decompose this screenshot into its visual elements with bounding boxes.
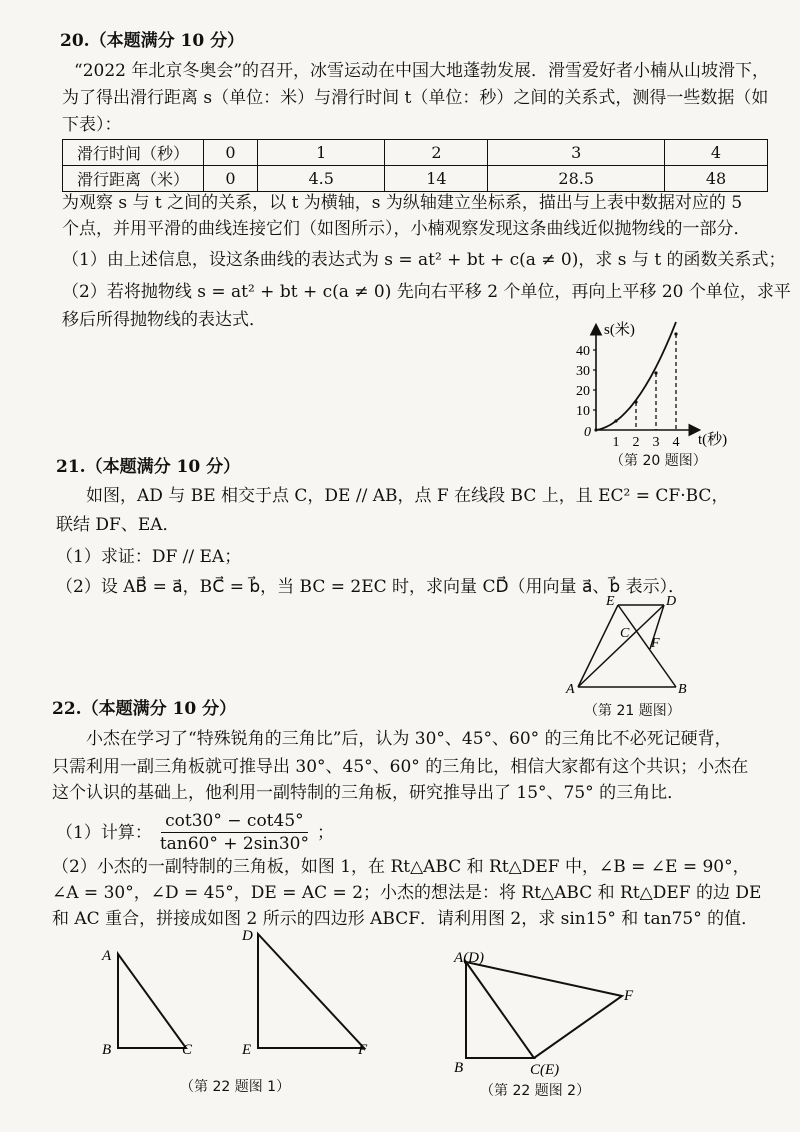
segment-EB — [618, 605, 676, 687]
y-tick-label: 20 — [576, 384, 590, 399]
table-cell: 3 — [488, 140, 665, 166]
q20-part-1: （1）由上述信息，设这条曲线的表达式为 s = at² + bt + c(a ≠ 0)，求 s 与 t 的函数关系式； — [62, 250, 786, 270]
q20-data-table — [62, 139, 768, 192]
q22-figure-2-caption: （第 22 题图 2） — [480, 1083, 591, 1099]
triangle-DEF — [258, 934, 364, 1048]
x-tick-label: 1 — [612, 435, 620, 448]
point-label-D: D — [242, 928, 253, 944]
q20-figure-caption: （第 20 题图） — [610, 453, 707, 469]
q21-paragraph-line-2: 联结 DF、EA． — [56, 515, 180, 535]
table-cell: 0 — [204, 166, 258, 192]
q22-paragraph-line-2: 只需利用一副三角板就可推导出 30°、45°、60° 的三角比，相信大家都有这个共识；小杰在 — [52, 757, 749, 777]
point-label-A-D: A(D) — [454, 950, 484, 966]
y-tick-label: 30 — [576, 364, 590, 379]
data-point — [654, 371, 657, 374]
q21-figure-caption: （第 21 题图） — [584, 703, 681, 719]
q20-part-2-cont: 移后所得抛物线的表达式． — [62, 310, 266, 330]
fraction-numerator: cot30° − cot45° — [161, 810, 308, 833]
triangle-ACF-edges — [466, 962, 622, 1058]
table-cell: 4.5 — [257, 166, 385, 192]
q22-part-2-line-1: （2）小杰的一副特制的三角板，如图 1，在 Rt△ABC 和 Rt△DEF 中，∠B = ∠E = 90°， — [52, 857, 750, 877]
table-row-time — [63, 140, 768, 166]
triangle-ABC — [466, 962, 534, 1058]
point-label-C: C — [182, 1042, 193, 1058]
point-label-B: B — [678, 682, 687, 695]
origin-label: 0 — [584, 425, 591, 440]
q22-paragraph-line-3: 这个认识的基础上，他利用一副特制的三角板，研究推导出了 15°、75° 的三角比． — [52, 783, 685, 803]
point-label-A: A — [102, 948, 112, 964]
point-label-F: F — [651, 636, 660, 651]
triangle-ABC — [118, 954, 186, 1048]
data-point — [634, 400, 637, 403]
data-point — [594, 428, 597, 431]
q20-paragraph-line-3: 下表）： — [62, 115, 122, 135]
y-tick-label: 40 — [576, 344, 590, 359]
point-label-B: B — [454, 1060, 464, 1076]
q22-figure-1-caption: （第 22 题图 1） — [180, 1079, 291, 1095]
q22-part-2-line-3: 和 AC 重合，拼接成如图 2 所示的四边形 ABCF．请利用图 2，求 sin15° 和 tan75° 的值． — [52, 909, 759, 929]
q21-header: 21.（本题满分 10 分） — [56, 457, 241, 477]
y-tick-label: 10 — [576, 404, 590, 419]
q21-part-1: （1）求证：DF // EA； — [56, 547, 242, 567]
table-cell: 4 — [664, 140, 767, 166]
q22-part-1 — [56, 810, 334, 855]
q20-parabola-chart — [570, 318, 740, 448]
series-line — [596, 322, 676, 430]
table-cell: 2 — [385, 140, 488, 166]
point-label-F: F — [624, 988, 634, 1004]
table-cell: 28.5 — [488, 166, 665, 192]
q20-paragraph-line-1: “2022 年北京冬奥会”的召开，冰雪运动在中国大地蓬勃发展．滑雪爱好者小楠从山坡滑下， — [74, 61, 770, 81]
point-label-C: C — [620, 626, 630, 641]
q22-figure-1 — [96, 920, 386, 1070]
point-label-A: A — [566, 682, 575, 695]
x-axis-label: t(秒) — [698, 432, 728, 448]
x-tick-label: 4 — [672, 435, 680, 448]
table-row-distance — [63, 166, 768, 192]
q21-paragraph-line-1: 如图，AD 与 BE 相交于点 C，DE // AB，点 F 在线段 BC 上，且 EC² = CF·BC， — [86, 486, 729, 506]
table-cell: 1 — [257, 140, 385, 166]
x-tick-label: 3 — [652, 435, 660, 448]
q21-geometry-figure — [560, 595, 700, 695]
table-cell: 14 — [385, 166, 488, 192]
q22-part-1-suffix: ； — [317, 822, 334, 843]
point-label-E: E — [606, 595, 615, 609]
data-point — [674, 332, 677, 335]
q20-paragraph-line-5: 个点，并用平滑的曲线连接它们（如图所示），小楠观察发现这条曲线近似抛物线的一部分． — [62, 219, 751, 239]
q22-part-1-prefix: （1）计算： — [56, 822, 152, 843]
q20-part-2: （2）若将抛物线 s = at² + bt + c(a ≠ 0) 先向右平移 2 个单位，再向上平移 20 个单位，求平 — [62, 282, 791, 302]
q22-fraction — [156, 810, 313, 855]
q22-header: 22.（本题满分 10 分） — [52, 699, 237, 719]
table-cell: 48 — [664, 166, 767, 192]
segment-EA — [578, 605, 618, 687]
q22-figure-2 — [450, 942, 650, 1078]
table-cell: 0 — [204, 140, 258, 166]
data-point — [614, 419, 617, 422]
fraction-denominator: tan60° + 2sin30° — [159, 834, 309, 854]
x-tick-label: 2 — [632, 435, 640, 448]
point-label-E: E — [242, 1042, 252, 1058]
point-label-C-E: C(E) — [530, 1062, 560, 1078]
q22-paragraph-line-1: 小杰在学习了“特殊锐角的三角比”后，认为 30°、45°、60° 的三角比不必死记硬背， — [86, 729, 732, 749]
q20-paragraph-line-2: 为了得出滑行距离 s（单位：米）与滑行时间 t（单位：秒）之间的关系式，测得一些数据（如 — [62, 88, 769, 108]
q20-paragraph-line-4: 为观察 s 与 t 之间的关系，以 t 为横轴，s 为纵轴建立坐标系，描出与上表中数据对应的 5 — [62, 193, 743, 213]
point-label-D: D — [666, 595, 677, 609]
q22-part-2-line-2: ∠A = 30°，∠D = 45°，DE = AC = 2；小杰的想法是：将 Rt△ABC 和 Rt△DEF 的边 DE — [52, 883, 762, 903]
row-label-distance: 滑行距离（米） — [63, 166, 204, 192]
q20-header: 20.（本题满分 10 分） — [60, 31, 245, 51]
y-axis-label: s(米) — [604, 322, 635, 338]
q21-part-2: （2）设 AB⃗ = a⃗，BC⃗ = b⃗，当 BC = 2EC 时，求向量 CD⃗（用向量 a⃗、b⃗ 表示）． — [56, 577, 686, 597]
point-label-B: B — [102, 1042, 112, 1058]
row-label-time: 滑行时间（秒） — [63, 140, 204, 166]
point-label-F: F — [358, 1042, 368, 1058]
